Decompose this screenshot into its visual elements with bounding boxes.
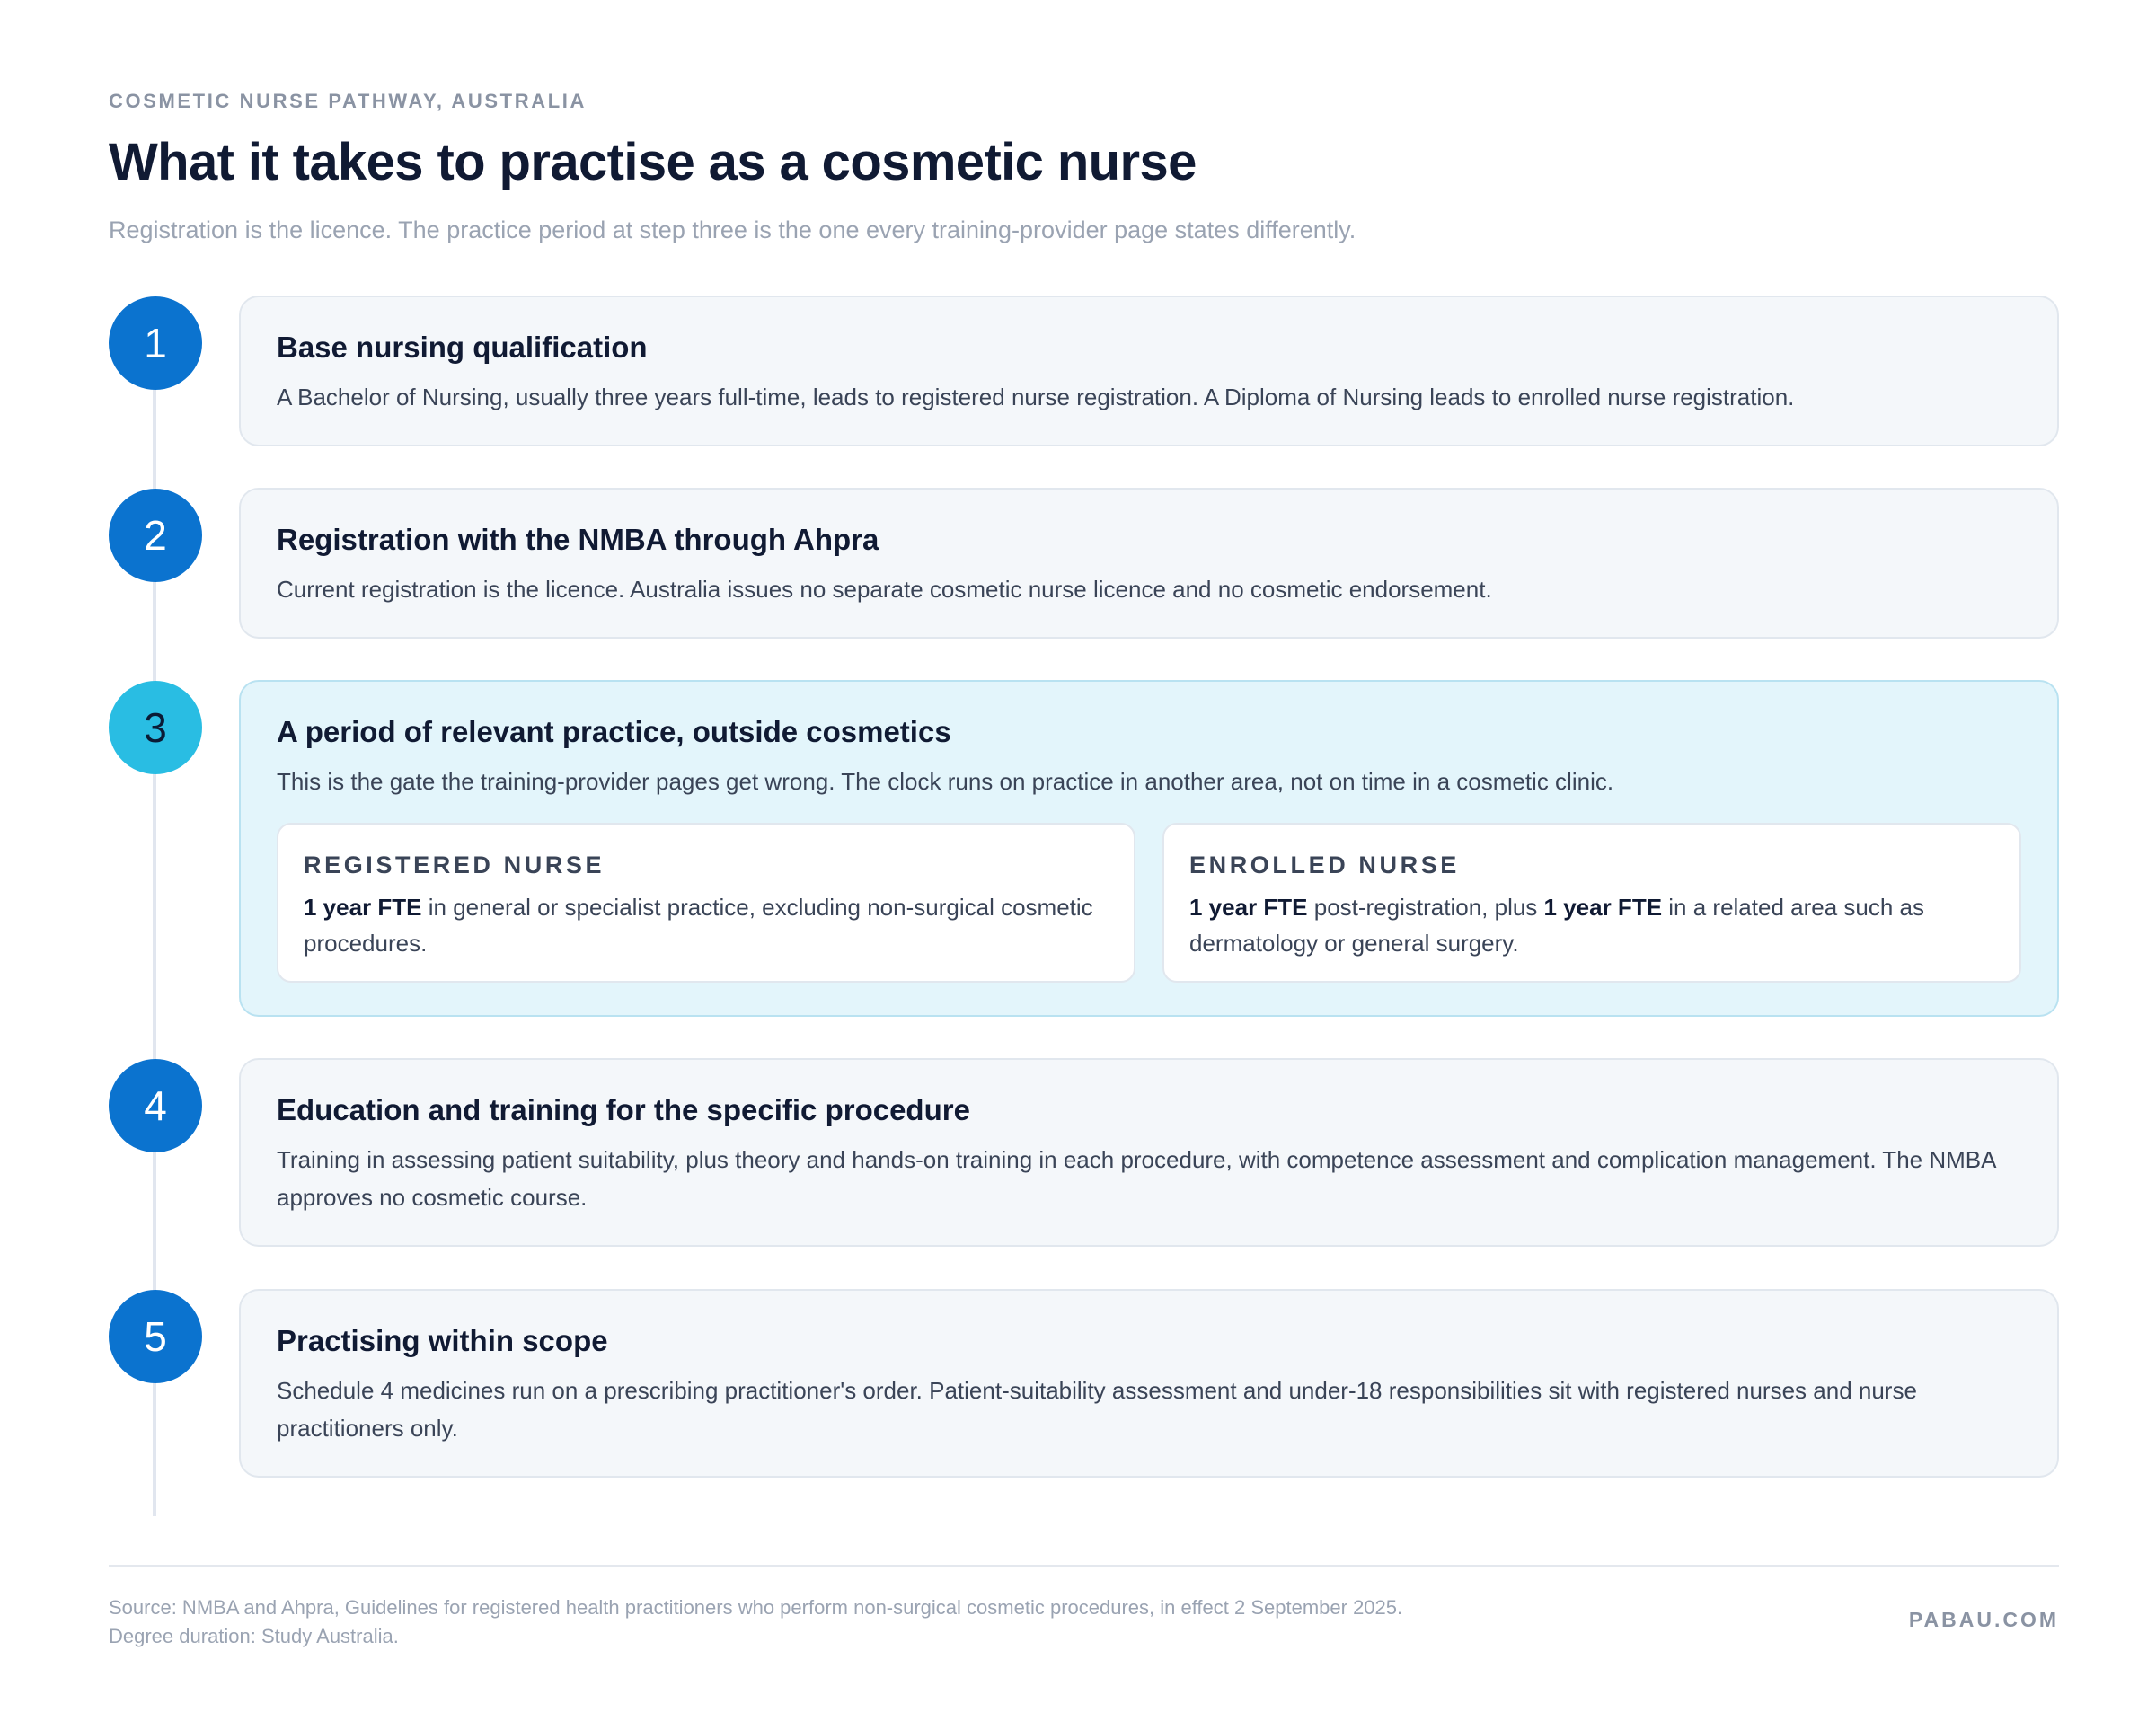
enrolled-nurse-requirement [1189,889,1994,961]
page-subtitle: Registration is the licence. The practice period at step three is the one every training-provider page states differently. [109,216,1356,243]
step-2-body: Current registration is the licence. Australia issues no separate cosmetic nurse licence and no cosmetic endorsement. [277,576,1492,603]
enrolled-nurse-label: ENROLLED NURSE [1189,852,1460,878]
step-1-body: A Bachelor of Nursing, usually three years full-time, leads to registered nurse registration. A Diploma of Nursing leads to enrolled nurse registration. [277,384,1795,410]
brand-link[interactable]: PABAU.COM [1908,1608,2059,1631]
step-1-number: 1 [109,296,202,390]
registered-nurse-requirement [304,889,1109,961]
step-3-number: 3 [109,681,202,774]
step-2-number: 2 [109,489,202,582]
step-3-title: A period of relevant practice, outside cosmetics [277,715,951,748]
registered-nurse-label: REGISTERED NURSE [304,852,605,878]
eyebrow: COSMETIC NURSE PATHWAY, AUSTRALIA [109,90,587,112]
step-5-card [239,1289,2059,1478]
step-4-number: 4 [109,1059,202,1152]
step-2-card [239,488,2059,639]
step-5-number: 5 [109,1290,202,1383]
step-5-title: Practising within scope [277,1324,608,1357]
nurse-type-cards [277,823,2021,983]
source-line-2: Degree duration: Study Australia. [109,1625,399,1647]
enrolled-nurse-card [1162,823,2021,983]
enrolled-nurse-detail-1: post-registration, plus [1307,894,1544,921]
enrolled-nurse-detail-2: in a related area such as dermatology or general surgery. [1189,894,1925,957]
source-line-1: Source: NMBA and Ahpra, Guidelines for registered health practitioners who perform non-surgical cosmetic procedures, in effect 2 September 2025. [109,1596,1403,1619]
step-3-card [239,680,2059,1017]
step-4-card [239,1058,2059,1247]
step-1-card [239,296,2059,446]
page-title: What it takes to practise as a cosmetic nurse [109,133,1197,191]
step-5-body: Schedule 4 medicines run on a prescribing practitioner's order. Patient-suitability assessment and under-18 responsibilities sit with registered nurses and nurse practitioners only. [277,1377,1917,1442]
footer-divider [109,1565,2059,1567]
enrolled-nurse-duration-1: 1 year FTE [1189,894,1308,921]
step-4-title: Education and training for the specific procedure [277,1093,970,1126]
registered-nurse-card [277,823,1135,983]
step-2-title: Registration with the NMBA through Ahpra [277,523,879,556]
registered-nurse-duration: 1 year FTE [304,894,422,921]
step-3-body: This is the gate the training-provider pages get wrong. The clock runs on practice in another area, not on time in a cosmetic clinic. [277,768,1614,795]
enrolled-nurse-duration-2: 1 year FTE [1543,894,1663,921]
step-1-title: Base nursing qualification [277,331,648,364]
step-4-body: Training in assessing patient suitability, plus theory and hands-on training in each procedure, with competence assessment and complication management. The NMBA approves no cosmetic course. [277,1146,1996,1211]
registered-nurse-detail: in general or specialist practice, excluding non-surgical cosmetic procedures. [304,894,1093,957]
source-note [109,1593,1402,1651]
